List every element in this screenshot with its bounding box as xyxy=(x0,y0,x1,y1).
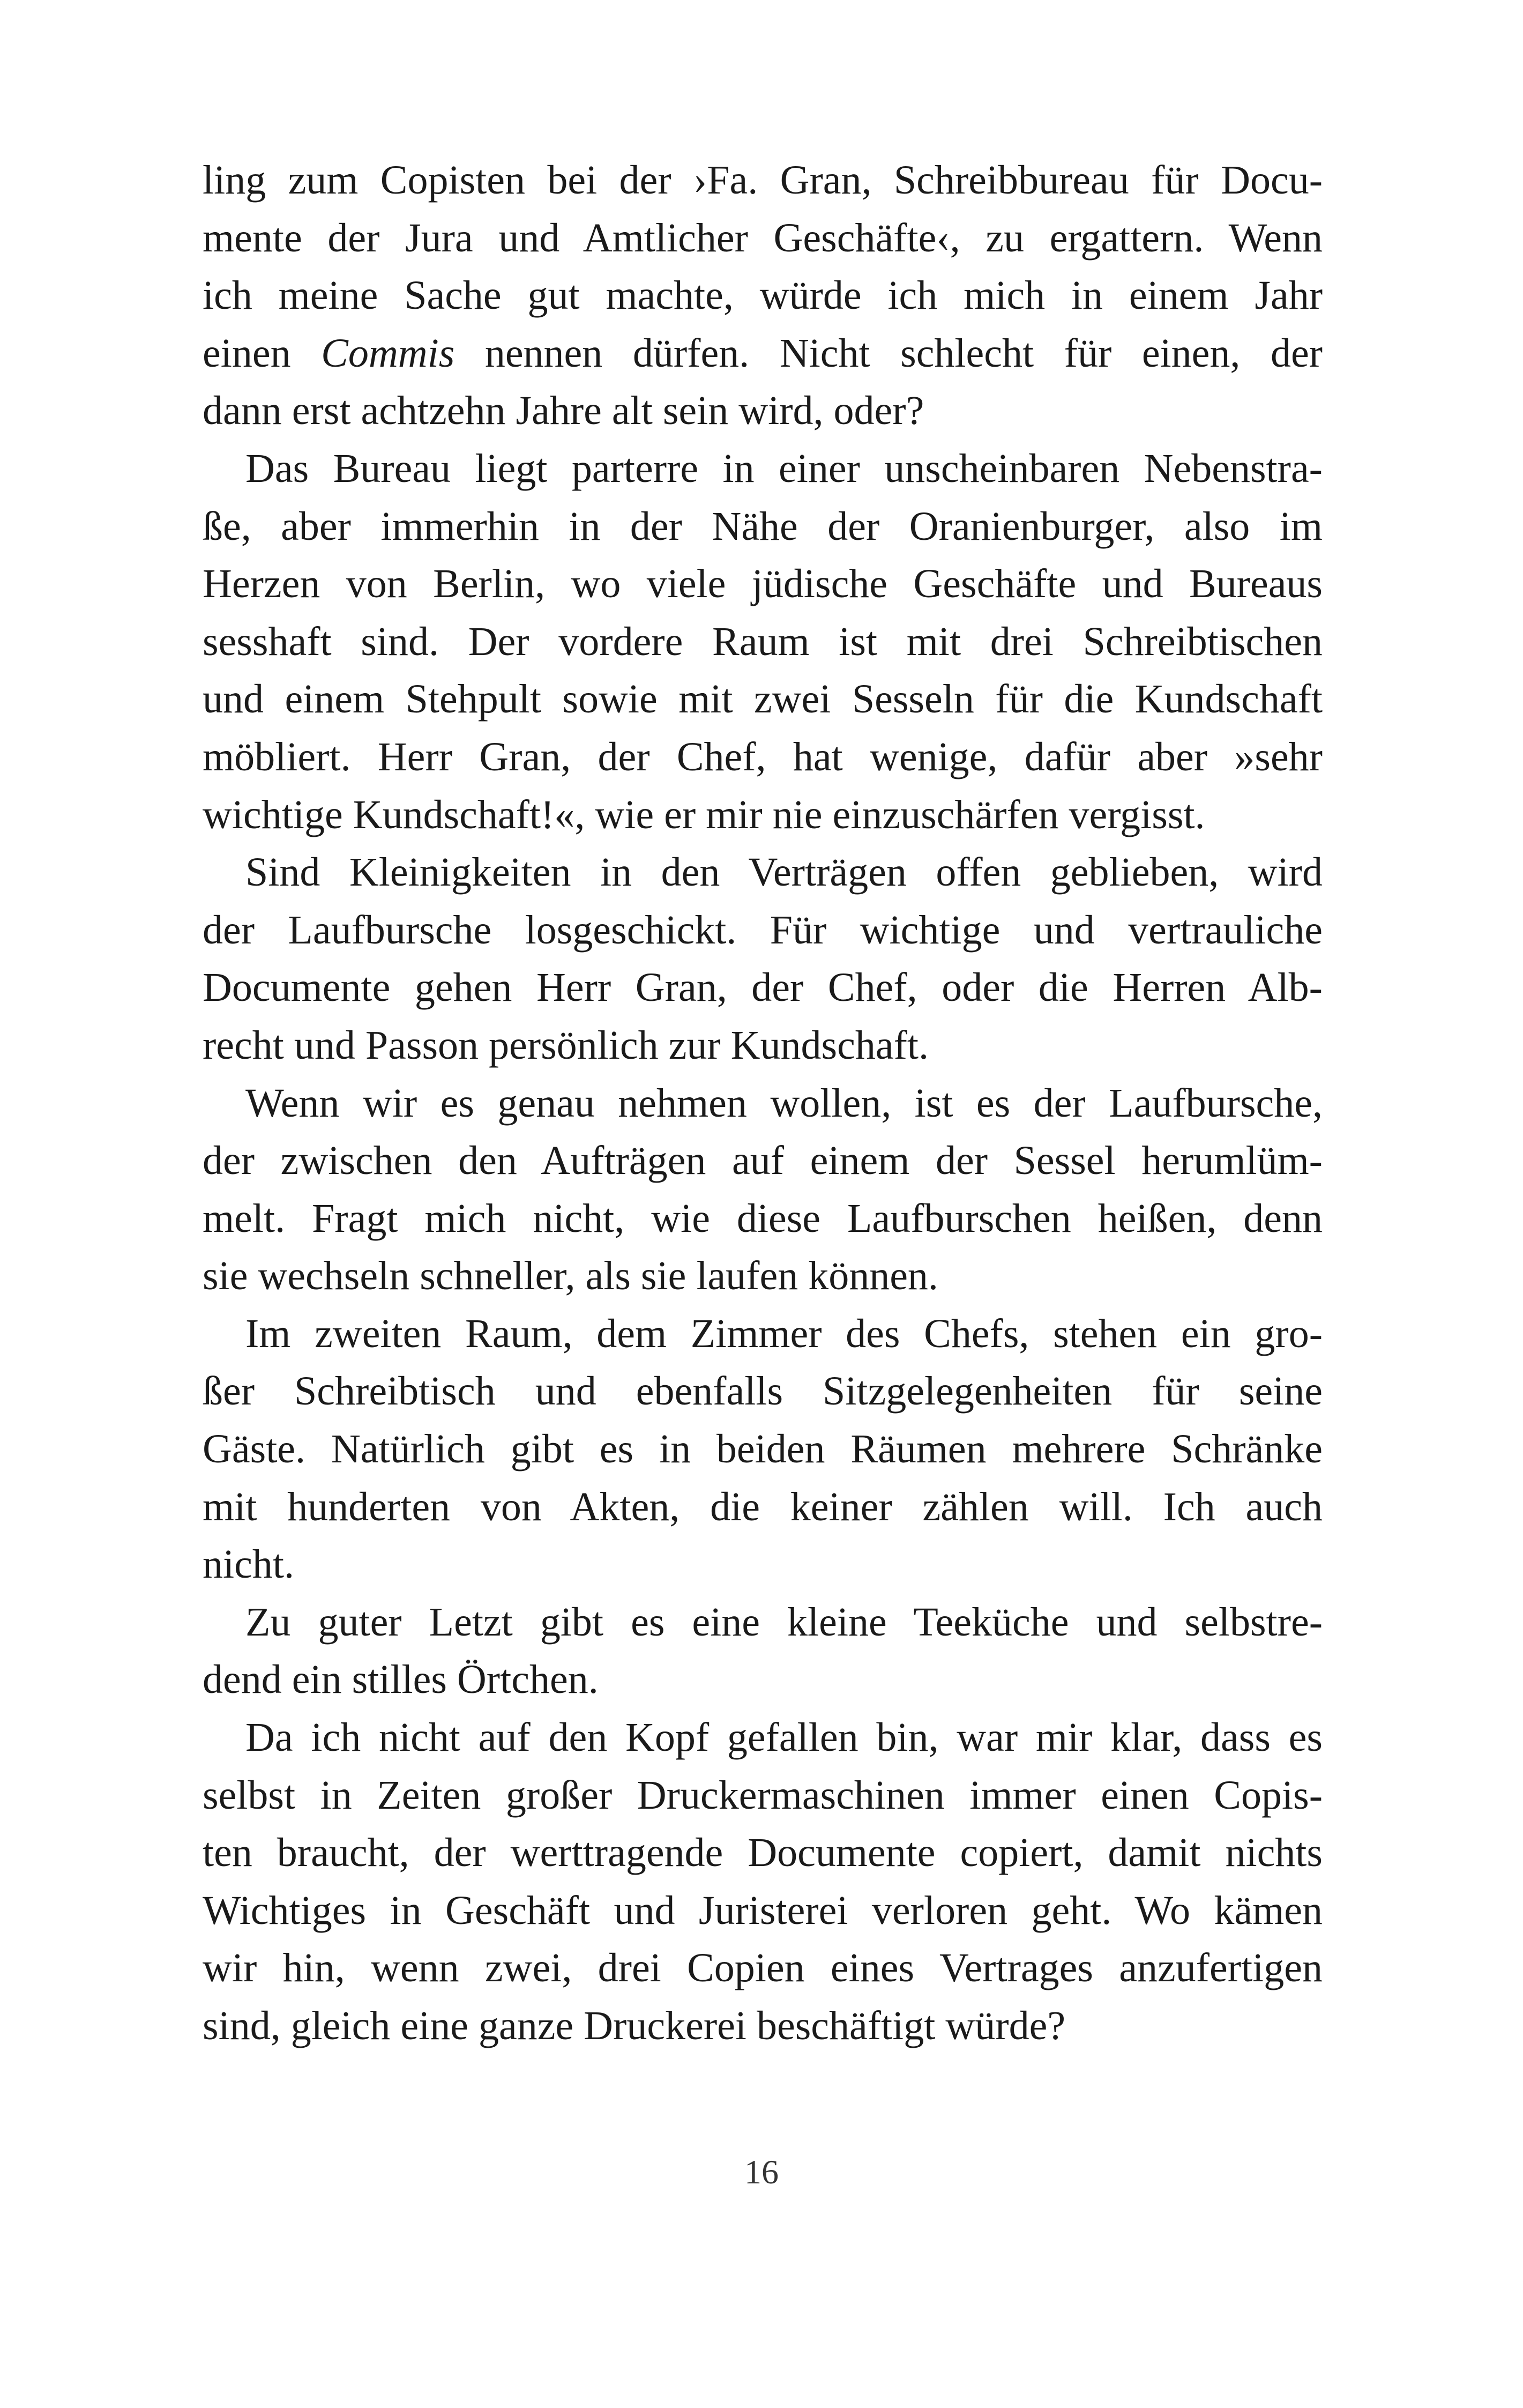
text-line xyxy=(203,729,1323,786)
text-line xyxy=(203,210,1323,267)
text-line xyxy=(203,1017,1323,1075)
text-run: der zwischen den Aufträgen auf einem der Sessel herumlüm- xyxy=(203,1138,1323,1184)
text-line xyxy=(203,1767,1323,1825)
text-line xyxy=(203,1075,1323,1133)
text-line xyxy=(203,1536,1323,1594)
paragraph xyxy=(203,1594,1323,1709)
text-line xyxy=(203,267,1323,325)
paragraph xyxy=(203,1305,1323,1594)
text-line xyxy=(203,1247,1323,1305)
text-run: einen xyxy=(203,330,322,376)
text-run: wichtige Kundschaft!«, wie er mir nie einzuschärfen vergisst. xyxy=(203,792,1205,837)
text-line xyxy=(203,1709,1323,1767)
text-line xyxy=(203,382,1323,440)
text-line xyxy=(203,1305,1323,1363)
text-run: mit hunderten von Akten, die keiner zählen will. Ich auch xyxy=(203,1484,1323,1529)
text-run: Herzen von Berlin, wo viele jüdische Geschäfte und Bureaus xyxy=(203,561,1323,607)
text-run: der Laufbursche losgeschickt. Für wichtige und vertrauliche xyxy=(203,907,1323,953)
text-run: Wenn wir es genau nehmen wollen, ist es der Laufbursche, xyxy=(245,1080,1323,1126)
text-line xyxy=(203,498,1323,556)
text-line xyxy=(203,1421,1323,1478)
text-run: Das Bureau liegt parterre in einer unscheinbaren Nebenstra- xyxy=(245,445,1323,491)
text-run: Wichtiges in Geschäft und Juristerei verloren geht. Wo kämen xyxy=(203,1887,1323,1933)
text-line xyxy=(203,325,1323,383)
text-run: wir hin, wenn zwei, drei Copien eines Vertrages anzufertigen xyxy=(203,1945,1323,1991)
text-run: ling zum Copisten bei der ›Fa. Gran, Schreibbureau für Docu- xyxy=(203,158,1323,203)
text-line xyxy=(203,1132,1323,1190)
text-run: Documente gehen Herr Gran, der Chef, oder die Herren Alb- xyxy=(203,965,1323,1010)
text-run: sesshaft sind. Der vordere Raum ist mit drei Schreibtischen xyxy=(203,619,1323,664)
text-line xyxy=(203,1190,1323,1248)
text-run: und einem Stehpult sowie mit zwei Sesseln für die Kundschaft xyxy=(203,677,1323,722)
text-run: melt. Fragt mich nicht, wie diese Laufburschen heißen, denn xyxy=(203,1195,1323,1241)
text-line xyxy=(203,440,1323,498)
text-run: ich meine Sache gut machte, würde ich mich in einem Jahr xyxy=(203,273,1323,318)
text-line xyxy=(203,1882,1323,1940)
text-line xyxy=(203,671,1323,729)
text-line xyxy=(203,1594,1323,1652)
text-run: ße, aber immerhin in der Nähe der Oranienburger, also im xyxy=(203,503,1323,549)
text-run: Gäste. Natürlich gibt es in beiden Räumen mehrere Schränke xyxy=(203,1426,1323,1472)
text-line xyxy=(203,902,1323,960)
paragraph xyxy=(203,152,1323,440)
page-body xyxy=(203,152,1323,2055)
text-run: ßer Schreibtisch und ebenfalls Sitzgelegenheiten für seine xyxy=(203,1369,1323,1414)
text-line xyxy=(203,1651,1323,1709)
text-run: nennen dürfen. Nicht schlecht für einen, der xyxy=(454,330,1323,376)
text-run: recht und Passon persönlich zur Kundschaft. xyxy=(203,1022,929,1068)
italic-term: Commis xyxy=(321,330,455,376)
text-run: selbst in Zeiten großer Druckermaschinen immer einen Copis- xyxy=(203,1772,1323,1818)
text-run: möbliert. Herr Gran, der Chef, hat wenige, dafür aber »sehr xyxy=(203,734,1323,779)
text-run: dend ein stilles Örtchen. xyxy=(203,1657,599,1703)
text-line xyxy=(203,1824,1323,1882)
text-run: Im zweiten Raum, dem Zimmer des Chefs, stehen ein gro- xyxy=(245,1311,1323,1356)
text-run: mente der Jura und Amtlicher Geschäfte‹, zu ergattern. Wenn xyxy=(203,215,1323,261)
paragraph xyxy=(203,1709,1323,2055)
text-line xyxy=(203,1997,1323,2055)
page-number: 16 xyxy=(744,2153,779,2191)
text-line xyxy=(203,152,1323,210)
text-line xyxy=(203,786,1323,844)
text-run: Zu guter Letzt gibt es eine kleine Teeküche und selbstre- xyxy=(245,1599,1323,1645)
text-line xyxy=(203,1363,1323,1421)
text-line xyxy=(203,959,1323,1017)
text-line xyxy=(203,613,1323,671)
text-run: Da ich nicht auf den Kopf gefallen bin, war mir klar, dass es xyxy=(245,1715,1323,1760)
text-run: Sind Kleinigkeiten in den Verträgen offen geblieben, wird xyxy=(245,850,1323,895)
text-line xyxy=(203,1478,1323,1536)
paragraph xyxy=(203,440,1323,844)
text-run: dann erst achtzehn Jahre alt sein wird, oder? xyxy=(203,388,924,434)
text-run: sind, gleich eine ganze Druckerei beschäftigt würde? xyxy=(203,2003,1066,2048)
text-run: ten braucht, der werttragende Documente copiert, damit nichts xyxy=(203,1830,1323,1876)
text-line xyxy=(203,844,1323,902)
text-line xyxy=(203,555,1323,613)
text-line xyxy=(203,1939,1323,1997)
text-run: nicht. xyxy=(203,1542,294,1587)
text-run: sie wechseln schneller, als sie laufen können. xyxy=(203,1253,938,1299)
paragraph xyxy=(203,1075,1323,1305)
paragraph xyxy=(203,844,1323,1074)
